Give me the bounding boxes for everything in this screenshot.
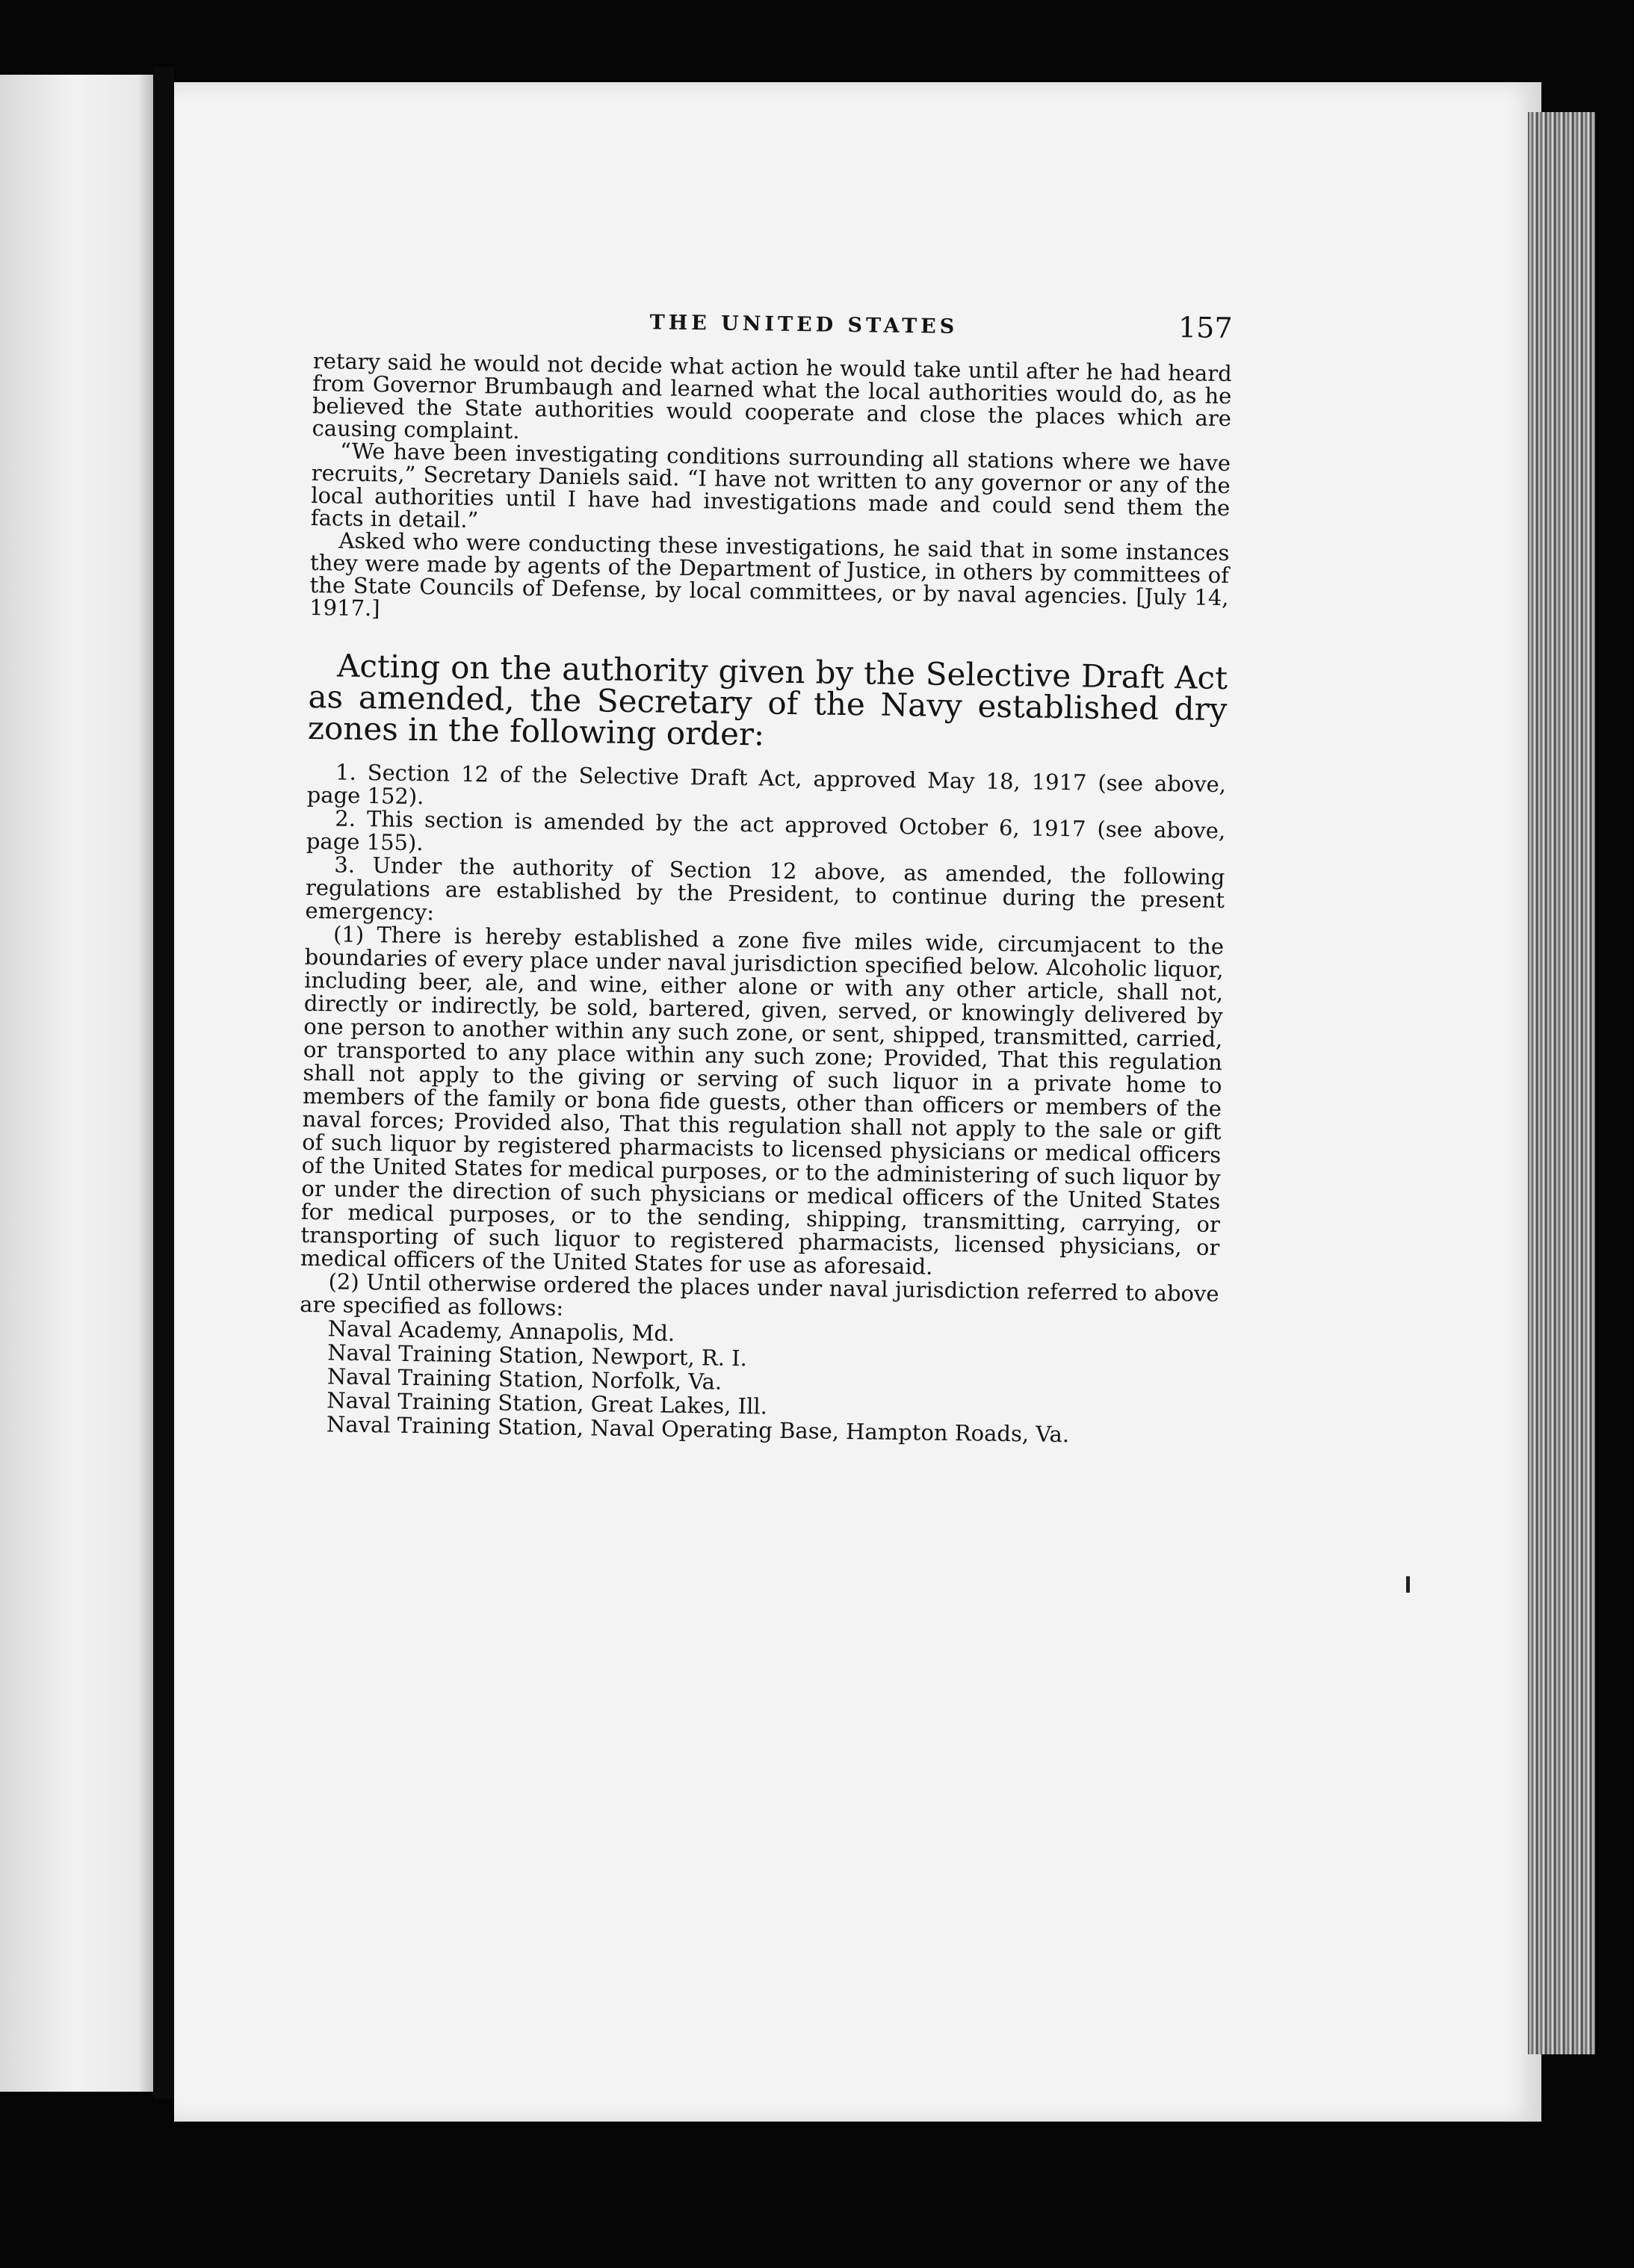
page-number: 157 [1177,311,1233,345]
order-paragraph: 3. Under the authority of Section 12 above, as amended, the following regulations are established by the President, to continue during the present emergency: [305,852,1225,926]
list-item: Naval Academy, Annapolis, Md. [327,1316,675,1346]
paragraph: “We have been investigating conditions surrounding all stations where we have recruits,” Secretary Daniels said. “I have not written to any governor or any of the local authorities until I have had investigations made and could send them the facts in detail.” [310,438,1231,533]
order-paragraph: 2. This section is amended by the act approved October 6, 1917 (see above, page 155). [306,805,1226,856]
order-paragraph: (1) There is hereby established a zone five miles wide, circumjacent to the boundaries of every place under naval jurisdiction specified below. Alcoholic liquor, including beer, ale, and wine, either alone or with any other article, shall not, directly or indirectly, be sold, bartered, given, served, or knowingly delivered by one person to another within any such zone, or sent, shipped, transmitted, carried, or transported to any place within any such zone; Provided, That this regulation shall not apply to the giving or serving of such liquor in a private home to members of the family or bona fide guests, other than officers or members of the naval forces; Provided also, That this regulation shall not apply to the sale or gift of such liquor by registered pharmacists to licensed physicians or medical officers of the United States for medical purposes, or to the administering of such liquor by or under the direction of such physicians or medical officers of the United States for medical purposes, or to the sending, shipping, transmitting, carrying, or transporting of such liquor to registered pharmacists, licensed physicians, or medical officers of the United States for use as aforesaid. [300,921,1225,1280]
margin-mark [1406,1576,1410,1593]
list-item: Naval Training Station, Newport, R. I. [327,1339,748,1372]
paragraph: Asked who were conducting these investigations, he said that in some instances they were made by agents of the Department of Justice, in others by committees of the State Councils of Defense, by local committees, or by naval agencies. [July 14, 1917.] [309,527,1230,622]
book-gutter [153,67,174,2099]
places-list [298,1316,1219,1449]
order-text [300,760,1226,1329]
paragraph: retary said he would not decide what action he would take until after he had heard from Governor Brumbaugh and learned what the local authorities would do, as he believed the State authorities would cooperate and close the places which are causing complaint. [312,347,1232,444]
section-heading: Acting on the authority given by the Selective Draft Act as amended, the Secretary of the Navy established dry zones in the following order: [307,647,1228,753]
list-item: Naval Training Station, Norfolk, Va. [327,1363,722,1395]
left-page-edge [0,75,153,2092]
list-item: Naval Training Station, Great Lakes, Ill. [327,1387,768,1419]
page-stack-edge [1528,112,1595,2054]
list-item: Naval Training Station, Naval Operating Base, Hampton Roads, Va. [326,1411,1070,1448]
running-title: THE UNITED STATES [649,311,959,339]
page-content [298,299,1233,1449]
order-paragraph: (2) Until otherwise ordered the places under naval jurisdiction referred to above are specified as follows: [299,1268,1219,1321]
order-paragraph: 1. Section 12 of the Selective Draft Act, approved May 18, 1917 (see above, page 152). [306,759,1227,810]
intro-text [309,347,1232,631]
